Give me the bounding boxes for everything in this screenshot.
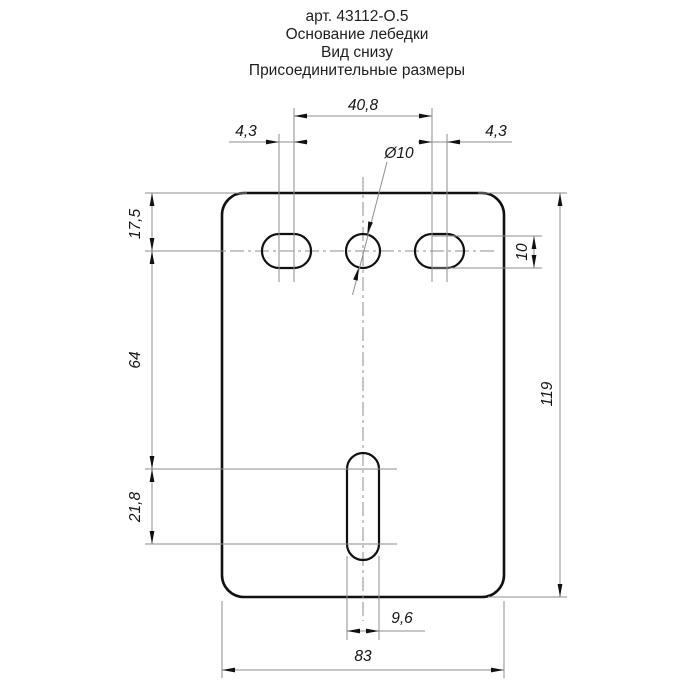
arrowhead xyxy=(419,114,432,119)
arrowhead xyxy=(150,531,155,544)
arrowhead xyxy=(491,668,504,673)
dim-right-slot-travel: 4,3 xyxy=(485,123,507,140)
arrowhead xyxy=(150,469,155,482)
arrowhead xyxy=(150,251,155,264)
arrowhead xyxy=(266,140,279,145)
dim-side-slot-height: 10 xyxy=(514,243,531,261)
title-block xyxy=(249,8,465,79)
arrowhead xyxy=(447,140,460,145)
dim-plate-width: 83 xyxy=(354,648,372,665)
arrowhead xyxy=(150,238,155,251)
view-name: Вид снизу xyxy=(321,44,393,61)
arrowhead xyxy=(294,140,307,145)
dim-top-span: 40,8 xyxy=(347,97,379,114)
part-name: Основание лебедки xyxy=(285,26,429,43)
article-number: арт. 43112-О.5 xyxy=(305,8,409,25)
centerlines xyxy=(230,177,494,621)
arrowhead xyxy=(558,193,563,206)
arrowhead xyxy=(366,629,379,634)
arrowhead xyxy=(294,114,307,119)
dim-center-hole-diameter: Ø10 xyxy=(384,145,414,162)
arrowhead xyxy=(222,668,235,673)
dim-bottom-slot-travel: 21,8 xyxy=(127,491,144,523)
arrowhead xyxy=(532,236,537,249)
arrowhead xyxy=(150,456,155,469)
arrowhead xyxy=(558,584,563,597)
dim-top-edge-to-axis: 17,5 xyxy=(127,208,144,240)
dim-axis-to-bottom-slot: 64 xyxy=(127,351,144,369)
arrowhead xyxy=(150,193,155,206)
arrowhead xyxy=(532,255,537,268)
dim-plate-height: 119 xyxy=(539,381,556,407)
subtitle-dimensions: Присоединительные размеры xyxy=(248,62,466,79)
arrowhead xyxy=(419,140,432,145)
dimension-labels xyxy=(127,97,556,665)
dim-left-slot-travel: 4,3 xyxy=(235,123,257,140)
arrowhead xyxy=(353,267,361,281)
arrowhead xyxy=(347,629,360,634)
dim-bottom-slot-width: 9,6 xyxy=(391,610,413,627)
